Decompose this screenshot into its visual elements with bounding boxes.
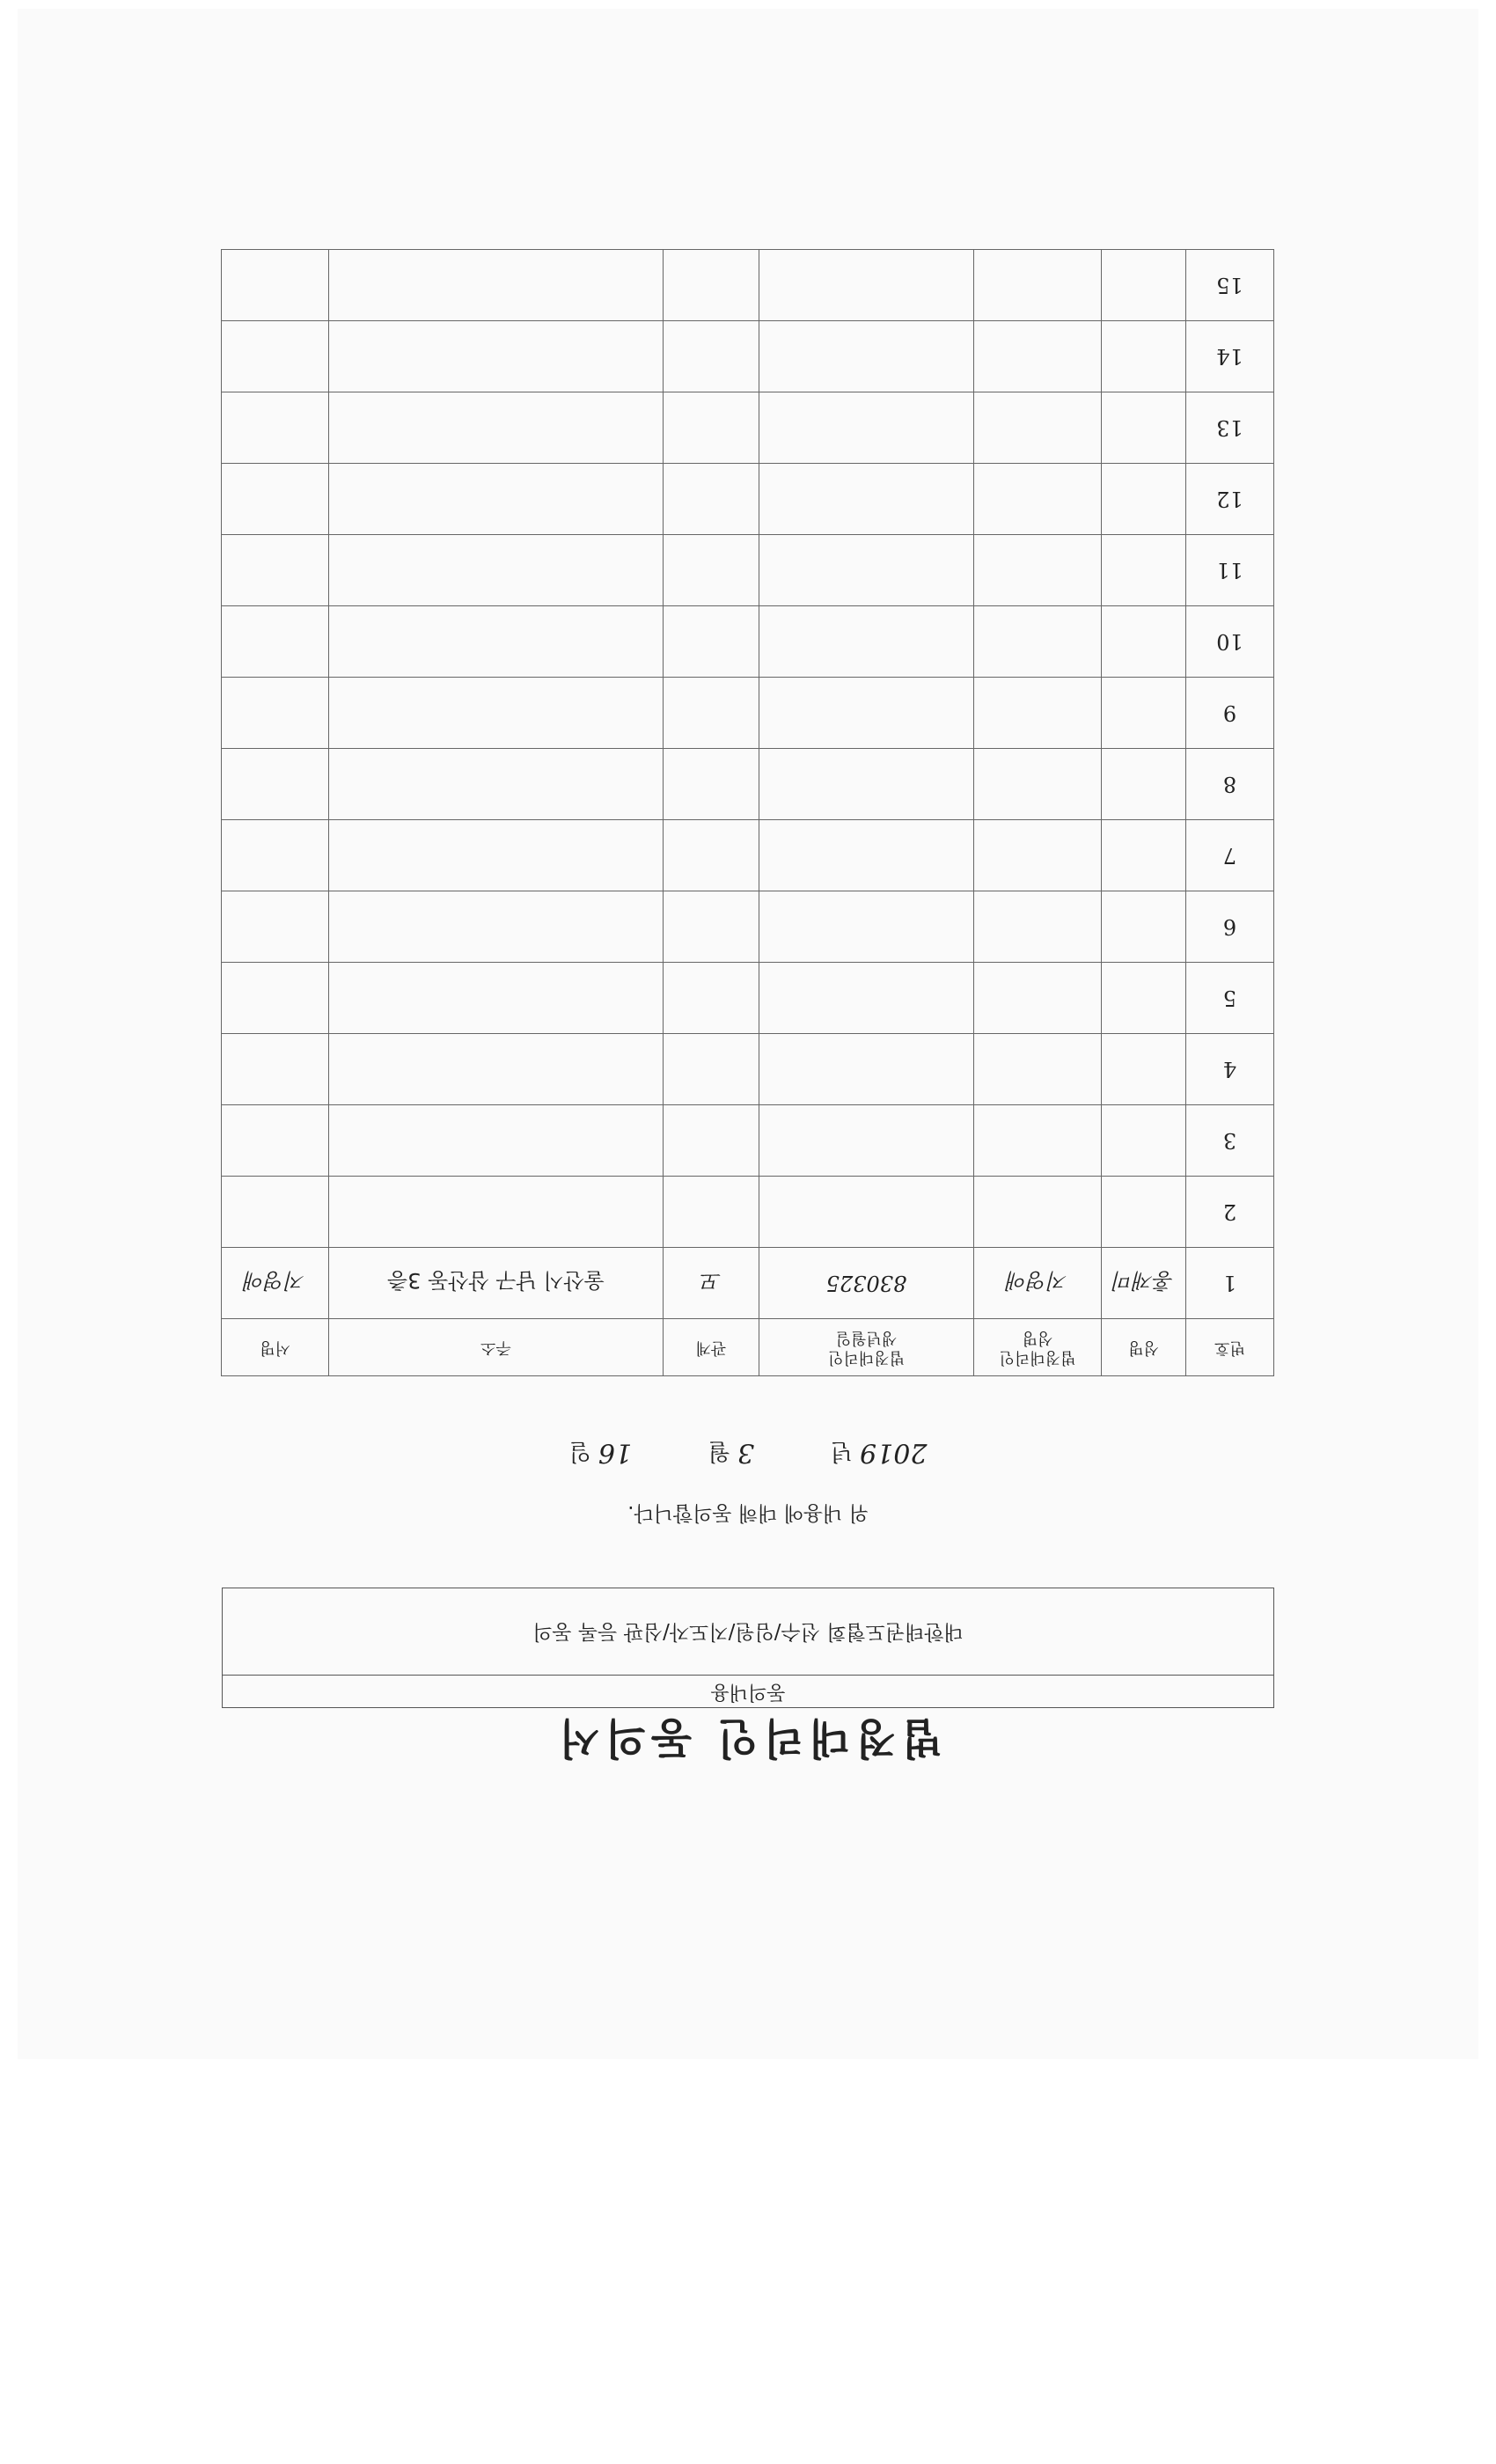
cell-signature	[222, 963, 329, 1034]
table-row	[222, 963, 1274, 1034]
cell-address: 울산시 남구 삼산동 3층	[329, 1248, 664, 1319]
date-day-unit: 일	[568, 1438, 591, 1464]
cell-signature	[222, 1105, 329, 1177]
cell-guardian-name	[974, 606, 1102, 678]
table-row	[222, 1177, 1274, 1248]
cell-name	[1102, 250, 1186, 321]
header-address: 주소	[329, 1319, 664, 1376]
header-guardian-name: 법정대리인 성명	[974, 1319, 1102, 1376]
cell-signature	[222, 749, 329, 820]
cell-signature	[222, 820, 329, 891]
table-row	[222, 535, 1274, 606]
cell-name	[1102, 392, 1186, 464]
guardian-table	[221, 249, 1274, 1376]
cell-number: 12	[1186, 464, 1274, 535]
cell-address	[329, 1034, 664, 1105]
cell-guardian-birthdate	[759, 891, 974, 963]
cell-name	[1102, 678, 1186, 749]
cell-relation	[664, 749, 759, 820]
cell-name	[1102, 749, 1186, 820]
table-row	[222, 678, 1274, 749]
cell-guardian-name	[974, 250, 1102, 321]
cell-guardian-name	[974, 1177, 1102, 1248]
cell-guardian-birthdate	[759, 250, 974, 321]
cell-name	[1102, 535, 1186, 606]
cell-relation	[664, 321, 759, 392]
date-month-unit: 월	[708, 1438, 730, 1464]
cell-guardian-name	[974, 392, 1102, 464]
cell-address	[329, 749, 664, 820]
signature-date	[0, 1437, 1496, 1470]
cell-guardian-birthdate	[759, 464, 974, 535]
cell-address	[329, 963, 664, 1034]
cell-number: 9	[1186, 678, 1274, 749]
cell-guardian-name	[974, 749, 1102, 820]
header-name: 성명	[1102, 1319, 1186, 1376]
cell-relation	[664, 464, 759, 535]
cell-name	[1102, 891, 1186, 963]
table-row	[222, 606, 1274, 678]
date-day: 16	[598, 1437, 633, 1468]
table-row	[222, 464, 1274, 535]
table-body	[222, 250, 1274, 1319]
header-relation: 관계	[664, 1319, 759, 1376]
cell-guardian-name	[974, 891, 1102, 963]
cell-signature: 지영애	[222, 1248, 329, 1319]
cell-guardian-birthdate	[759, 963, 974, 1034]
cell-guardian-birthdate	[759, 606, 974, 678]
cell-address	[329, 891, 664, 963]
page-title: 법정대리인 동의서	[554, 1713, 942, 1763]
cell-name	[1102, 1105, 1186, 1177]
cell-number: 10	[1186, 606, 1274, 678]
table-row	[222, 1105, 1274, 1177]
cell-guardian-birthdate	[759, 535, 974, 606]
cell-number: 5	[1186, 963, 1274, 1034]
cell-guardian-birthdate	[759, 1177, 974, 1248]
cell-address	[329, 535, 664, 606]
cell-number: 14	[1186, 321, 1274, 392]
cell-address	[329, 464, 664, 535]
table-row	[222, 321, 1274, 392]
cell-signature	[222, 1034, 329, 1105]
cell-guardian-name	[974, 535, 1102, 606]
cell-relation	[664, 820, 759, 891]
cell-relation	[664, 606, 759, 678]
table-row	[222, 1248, 1274, 1319]
cell-guardian-birthdate	[759, 749, 974, 820]
cell-guardian-birthdate: 830325	[759, 1248, 974, 1319]
cell-guardian-name	[974, 1034, 1102, 1105]
cell-guardian-birthdate	[759, 678, 974, 749]
cell-guardian-name	[974, 464, 1102, 535]
cell-signature	[222, 321, 329, 392]
cell-signature	[222, 392, 329, 464]
cell-name	[1102, 963, 1186, 1034]
cell-number: 6	[1186, 891, 1274, 963]
cell-address	[329, 678, 664, 749]
cell-signature	[222, 1177, 329, 1248]
cell-signature	[222, 464, 329, 535]
cell-relation	[664, 392, 759, 464]
cell-guardian-birthdate	[759, 392, 974, 464]
table-row	[222, 891, 1274, 963]
table-header-row	[222, 1319, 1274, 1376]
date-year-unit: 년	[830, 1438, 853, 1464]
table-row	[222, 250, 1274, 321]
agreement-statement: 위 내용에 대해 동의합니다.	[627, 1501, 869, 1524]
cell-number: 15	[1186, 250, 1274, 321]
cell-address	[329, 250, 664, 321]
cell-relation	[664, 1034, 759, 1105]
cell-address	[329, 392, 664, 464]
cell-address	[329, 1177, 664, 1248]
date-year: 2019	[860, 1437, 928, 1468]
cell-guardian-name	[974, 963, 1102, 1034]
cell-guardian-name	[974, 1105, 1102, 1177]
cell-name	[1102, 321, 1186, 392]
cell-signature	[222, 891, 329, 963]
cell-signature	[222, 250, 329, 321]
cell-number: 13	[1186, 392, 1274, 464]
table-row	[222, 820, 1274, 891]
cell-signature	[222, 678, 329, 749]
cell-address	[329, 606, 664, 678]
cell-address	[329, 1105, 664, 1177]
cell-number: 8	[1186, 749, 1274, 820]
cell-relation	[664, 891, 759, 963]
cell-number: 7	[1186, 820, 1274, 891]
cell-name	[1102, 1177, 1186, 1248]
cell-relation	[664, 250, 759, 321]
cell-name	[1102, 464, 1186, 535]
cell-guardian-birthdate	[759, 321, 974, 392]
table-row	[222, 392, 1274, 464]
cell-number: 3	[1186, 1105, 1274, 1177]
cell-relation	[664, 678, 759, 749]
cell-signature	[222, 535, 329, 606]
cell-name: 홍재미	[1102, 1248, 1186, 1319]
cell-number: 2	[1186, 1177, 1274, 1248]
cell-guardian-name: 지영애	[974, 1248, 1102, 1319]
header-signature: 서명	[222, 1319, 329, 1376]
cell-number: 1	[1186, 1248, 1274, 1319]
cell-guardian-birthdate	[759, 820, 974, 891]
cell-signature	[222, 606, 329, 678]
header-guardian-birthdate: 법정대리인 생년월일	[759, 1319, 974, 1376]
consent-header: 동의내용	[223, 1675, 1273, 1707]
cell-relation	[664, 535, 759, 606]
cell-guardian-name	[974, 321, 1102, 392]
table-row	[222, 749, 1274, 820]
cell-guardian-name	[974, 820, 1102, 891]
cell-guardian-birthdate	[759, 1105, 974, 1177]
cell-relation	[664, 963, 759, 1034]
cell-address	[329, 321, 664, 392]
cell-relation	[664, 1105, 759, 1177]
cell-guardian-name	[974, 678, 1102, 749]
header-number: 번호	[1186, 1319, 1274, 1376]
consent-text: 대한태권도협회 선수/임원/지도자/심판 등록 동의	[532, 1620, 964, 1643]
cell-relation	[664, 1177, 759, 1248]
cell-name	[1102, 606, 1186, 678]
cell-name	[1102, 1034, 1186, 1105]
cell-address	[329, 820, 664, 891]
table-row	[222, 1034, 1274, 1105]
cell-number: 11	[1186, 535, 1274, 606]
cell-number: 4	[1186, 1034, 1274, 1105]
cell-relation: 모	[664, 1248, 759, 1319]
date-month: 3	[737, 1437, 755, 1468]
consent-box	[222, 1588, 1274, 1708]
cell-name	[1102, 820, 1186, 891]
cell-guardian-birthdate	[759, 1034, 974, 1105]
